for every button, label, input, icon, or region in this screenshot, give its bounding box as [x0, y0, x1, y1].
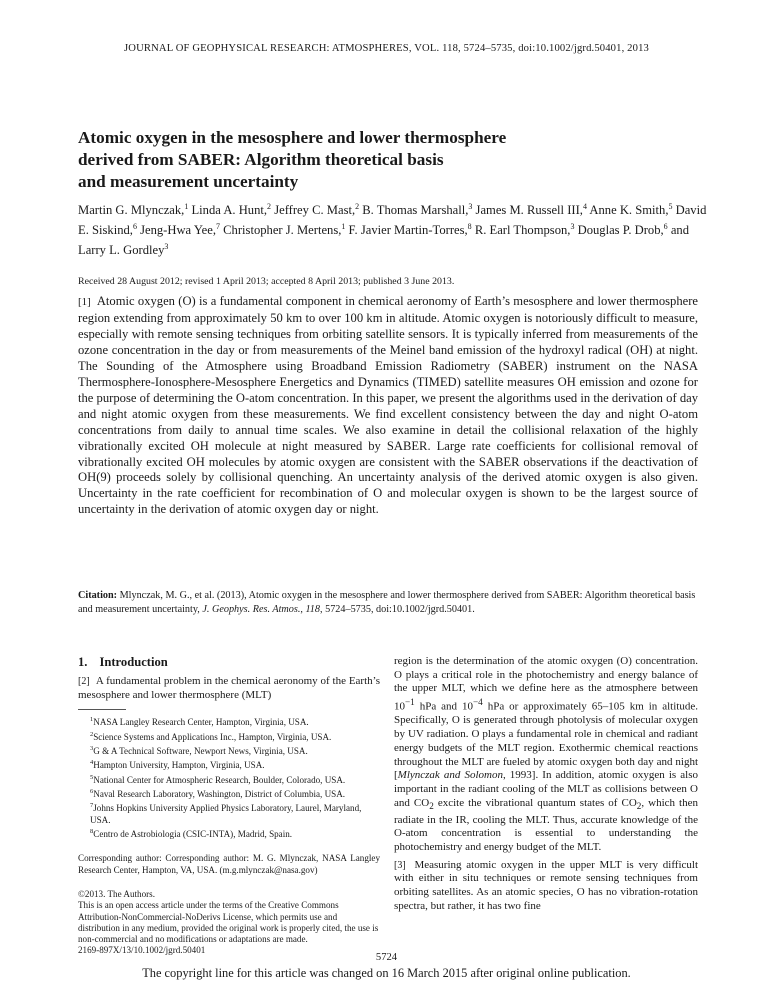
title-line: and measurement uncertainty [78, 171, 299, 191]
author-affiliation-marker: 1 [341, 221, 346, 231]
author-name: James M. Russell III, [475, 203, 583, 218]
author-affiliation-marker: 4 [582, 202, 587, 211]
author-name: Linda A. Hunt, [191, 203, 268, 218]
copyright-change-note: The copyright line for this article was changed on 16 March 2015 after original online publication. [142, 966, 631, 980]
copyright-block [78, 889, 380, 957]
author-name: B. Thomas Marshall, [362, 203, 469, 218]
citation-text: Mlynczak, M. G., et al. (2013), Atomic oxygen in the mesosphere and lower thermosphere derived from SABER: Algorithm theoretical basis and measurement uncertainty, [78, 590, 696, 615]
citation-pages: , 5724–5735, doi:10.1002/jgrd.50401. [320, 603, 475, 615]
author-name: and Larry L. Gordley [78, 223, 690, 258]
copyright-line: ©2013. The Authors. [78, 888, 155, 899]
affiliation-item: $^5$National Center for Atmospheric Research, Boulder, Colorado, USA. [90, 773, 346, 785]
author-affiliation-marker: 3 [164, 241, 169, 251]
author-list [78, 199, 718, 259]
author-name: F. Javier Martin-Torres, [348, 223, 468, 238]
intro-paragraph-start: [2] A fundamental problem in the chemical aeronomy of the Earth’s mesosphere and lower thermosphere (MLT) [78, 675, 380, 701]
footnote-rule [78, 709, 126, 710]
affiliation-item: $^1$NASA Langley Research Center, Hampton, Virginia, USA. [90, 716, 309, 728]
author-name: David E. Siskind, [78, 203, 707, 238]
left-column [78, 655, 380, 957]
author-name: Douglas P. Drob, [577, 223, 664, 238]
affiliation-item: $^7$Johns Hopkins University Applied Physics Laboratory, Laurel, Maryland, USA. [90, 802, 362, 825]
citation-journal: J. Geophys. Res. Atmos. [202, 603, 301, 615]
article-title [78, 127, 718, 192]
author-affiliation-marker: 5 [668, 202, 673, 211]
title-line: Atomic oxygen in the mesosphere and lower thermosphere [78, 128, 507, 147]
author-affiliation-marker: 2 [355, 202, 360, 211]
journal-header: JOURNAL OF GEOPHYSICAL RESEARCH: ATMOSPHERES, VOL. 118, 5724–5735, doi:10.1002/jgrd.50401, 2013 [124, 43, 649, 54]
affiliation-item: $^6$Naval Research Laboratory, Washington, District of Columbia, USA. [90, 788, 346, 800]
title-line: derived from SABER: Algorithm theoretical basis [78, 149, 444, 169]
author-affiliation-marker: 3 [570, 221, 575, 231]
author-affiliation-marker: 7 [216, 221, 220, 231]
right-column [394, 655, 698, 914]
copyright-line: 2169-897X/13/10.1002/jgrd.50401 [78, 945, 206, 956]
abstract-text: Atomic oxygen (O) is a fundamental component in chemical aeronomy of Earth’s mesosphere and lower thermosphere region extending from approximately 50 km to over 100 km in altitude. Atomic oxygen is notoriously difficult to measure, especially with remote sensing techniques from orbiting satellite sensors. It is typically inferred from measurements of the ozone concentration in the day or from measurements of the Meinel band emission of the hydroxyl radical (OH) at night. The Sounding of the Atmosphere using Broadband Emission Radiometry (SABER) instrument on the NASA Thermosphere-Ionosphere-Mesosphere Energetics and Dynamics (TIMED) satellite measures OH emission and ozone for the purpose of determining the O-atom concentration. In this paper, we present the algorithms used in the derivation of day and night atomic oxygen from these measurements. We find excellent consistency between the day and night O-atom concentrations from daily to annual time scales. We also examine in detail the collisional relaxation of the highly vibrationally excited OH molecule at night measured by SABER. Large rate coefficients for collisional removal of vibrationally excited OH molecules by atomic oxygen are consistent with the SABER observations if the deactivation of OH(9) proceeds solely by collisional quenching. An uncertainty analysis of the derived atomic oxygen is also given. Uncertainty in the rate coefficient for recombination of O and molecular oxygen is shown to be the largest source of uncertainty in the derivation of atomic oxygen day or night. [78, 294, 698, 517]
citation-label: Citation: [78, 590, 118, 601]
author-affiliation-marker: 8 [467, 221, 472, 231]
author-name: Jeffrey C. Mast, [274, 203, 356, 218]
author-affiliation-marker: 6 [132, 221, 137, 231]
affiliation-list [78, 714, 380, 840]
affiliation-item: $^8$Centro de Astrobiologia (CSIC-INTA), Madrid, Spain. [90, 828, 293, 840]
page-number: 5724 [375, 952, 398, 963]
author-name: Anne K. Smith, [589, 203, 669, 218]
reference-link[interactable]: Mlynczak and Solomon [397, 769, 503, 782]
intro-paragraph-3: [3] Measuring atomic oxygen in the upper MLT is very difficult with either in situ techniques or remote sensing techniques from orbiting satellites. As an atomic species, O has no vibration-rotation spectra, but rather, it has two fine [394, 858, 698, 912]
author-name: Martin G. Mlynczak, [78, 203, 185, 218]
copyright-line: This is an open access article under the terms of the Creative Commons Attribution-NonCommercial-NoDerivs License, which permits use and distribution in any medium, provided the original work is properly cited, the use is non-commercial and no modifications or adaptations are made. [78, 900, 379, 945]
section-heading: 1. Introduction [78, 655, 168, 669]
intro-paragraph-continued: region is the determination of the atomic oxygen (O) concentration. O plays a critical role in the photochemistry and energy balance of the upper MLT, which we define here as the atmosphere between $10^{-1}$ hPa and $10^{-4}$ hPa or approximately 65–105 km in altitude. Specifically, O is generated through photolysis of molecular oxygen by UV radiation. O plays a fundamental role in chemical and radiant energy budgets of the MLT region. Exothermic chemical reactions throughout the MLT are fueled by atomic oxygen both day and night [Mlynczak and Solomon, 1993]. In addition, atomic oxygen is also important in the radiant cooling of the MLT as collisions between O and $CO_2$ excite the vibrational quantum states of $CO_2$, which then radiate in the IR, cooling the MLT. Thus, accurate knowledge of the O-atom concentration is essential to understanding the photochemistry and energy budget of the MLT. [394, 655, 698, 853]
author-affiliation-marker: 2 [267, 202, 272, 211]
paragraph-number: [1] [78, 296, 91, 308]
received-dates: Received 28 August 2012; revised 1 April 2013; accepted 8 April 2013; published 3 June 2013. [78, 276, 455, 287]
corresponding-author: Corresponding author: Corresponding author: M. G. Mlynczak, NASA Langley Research Center, Hampton, VA, USA. (m.g.mlynczak@nasa.gov) [78, 853, 380, 875]
author-affiliation-marker: 6 [663, 221, 668, 231]
citation: Citation: Mlynczak, M. G., et al. (2013), Atomic oxygen in the mesosphere and lower thermosphere derived from SABER: Algorithm theoretical basis and measurement uncertainty, J. Geophys. Res. Atmos., 118, 5724–5735, doi:10.1002/jgrd.50401. [78, 590, 696, 615]
author-affiliation-marker: 3 [468, 202, 473, 211]
author-name: Jeng-Hwa Yee, [140, 223, 216, 238]
author-name: R. Earl Thompson, [474, 223, 571, 238]
affiliation-item: $^2$Science Systems and Applications Inc., Hampton, Virginia, USA. [90, 730, 332, 742]
affiliation-item: $^3$G & A Technical Software, Newport News, Virginia, USA. [90, 745, 308, 757]
author-affiliation-marker: 1 [184, 202, 189, 211]
affiliation-item: $^4$Hampton University, Hampton, Virginia, USA. [90, 759, 265, 771]
citation-volume: 118 [305, 603, 320, 615]
abstract [78, 294, 698, 518]
author-name: Christopher J. Mertens, [223, 223, 342, 238]
